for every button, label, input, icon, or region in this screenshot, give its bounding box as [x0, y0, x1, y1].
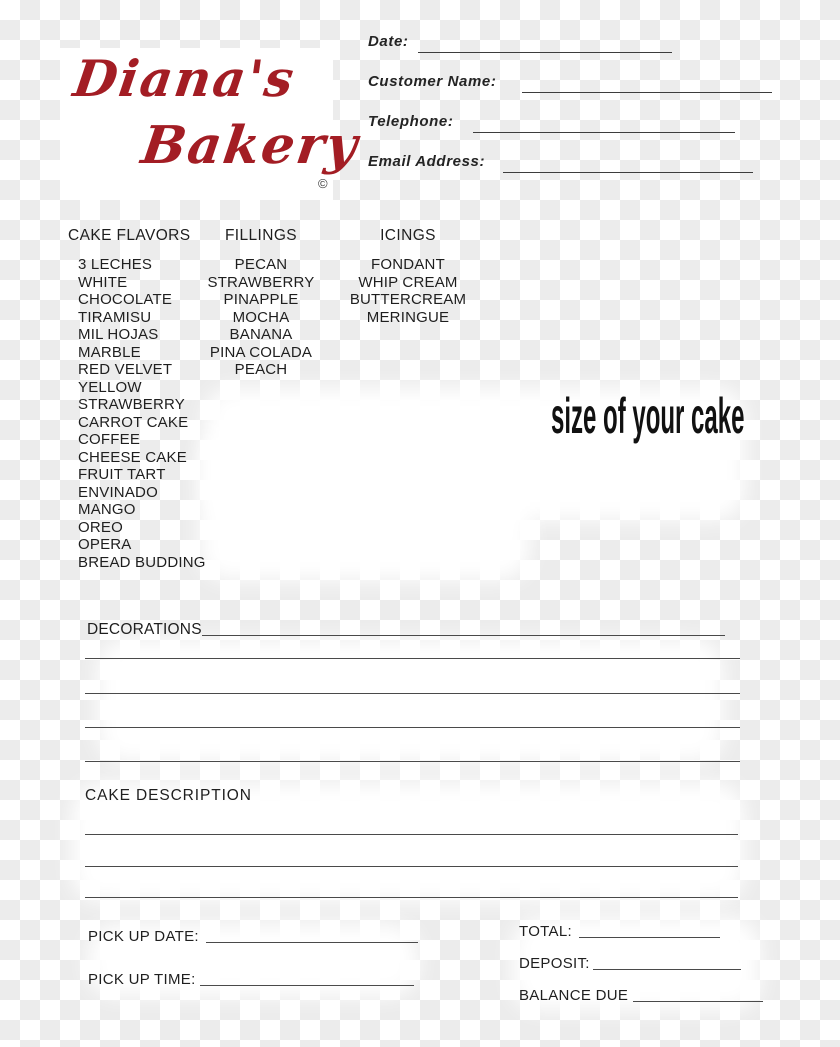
date-field-row [368, 33, 772, 55]
telephone-label: Telephone: [368, 113, 454, 130]
list-item: STRAWBERRY [78, 396, 186, 413]
total-label: TOTAL: [519, 923, 572, 940]
icings-title: ICINGS [380, 227, 436, 244]
list-item: TIRAMISU [78, 308, 152, 326]
total-row [519, 923, 720, 940]
decorations-blank-line [202, 635, 725, 636]
icings-column [333, 227, 483, 326]
cake-flavors-title: CAKE FLAVORS [68, 227, 191, 244]
deposit-blank-line [593, 969, 741, 970]
pickup-date-blank-line [206, 942, 418, 943]
fillings-list [186, 256, 336, 379]
list-item: PECAN [234, 256, 288, 273]
customer-info-section [368, 33, 772, 193]
fillings-title: FILLINGS [224, 227, 298, 244]
telephone-blank-line [473, 132, 735, 133]
balance-due-row [519, 987, 763, 1004]
date-blank-line [418, 52, 672, 53]
date-label: Date: [368, 33, 409, 50]
list-item: RED VELVET [78, 361, 173, 378]
cake-description-label: CAKE DESCRIPTION [85, 787, 252, 804]
decorations-label: DECORATIONS [87, 621, 202, 638]
customer-name-label: Customer Name: [368, 73, 497, 90]
list-item: MIL HOJAS [78, 326, 159, 343]
pickup-time-row [88, 971, 414, 988]
icings-list [333, 256, 483, 326]
total-blank-line [579, 937, 720, 938]
email-field-row [368, 153, 772, 175]
customer-name-field-row [368, 73, 772, 95]
list-item: WHITE [78, 273, 128, 291]
pickup-time-label: PICK UP TIME: [88, 971, 196, 988]
balance-due-blank-line [633, 1001, 763, 1002]
email-label: Email Address: [368, 153, 486, 170]
list-item: YELLOW [78, 378, 142, 396]
list-item: 3 LECHES [78, 256, 153, 273]
list-item: OPERA [78, 536, 132, 553]
pickup-date-label: PICK UP DATE: [88, 928, 199, 945]
list-item: BUTTERCREAM [349, 291, 467, 308]
customer-name-blank-line [522, 92, 772, 93]
list-item: PEACH [234, 361, 288, 378]
logo-name-line1: Diana's [69, 49, 300, 108]
writing-line [85, 866, 738, 867]
copyright-mark: © [318, 176, 328, 191]
writing-line [85, 761, 740, 762]
list-item: BANANA [229, 326, 293, 343]
writing-line [85, 727, 740, 728]
list-item: CHEESE CAKE [78, 448, 187, 466]
list-item: ENVINADO [78, 483, 158, 501]
list-item: STRAWBERRY [207, 273, 315, 291]
list-item: PINAPPLE [223, 291, 299, 308]
list-item: COFFEE [78, 431, 141, 448]
writing-line [85, 658, 740, 659]
bakery-logo [60, 48, 363, 200]
list-item: FRUIT TART [78, 466, 166, 483]
list-item: MARBLE [78, 343, 141, 361]
list-item: MANGO [78, 501, 136, 518]
email-blank-line [503, 172, 753, 173]
telephone-field-row [368, 113, 772, 135]
decorations-field-row [87, 621, 725, 639]
deposit-label: DEPOSIT: [519, 955, 590, 972]
fillings-column [186, 227, 336, 379]
list-item: OREO [78, 518, 123, 536]
logo-name-line2: Bakery [137, 115, 363, 176]
writing-line [85, 897, 738, 898]
list-item: MOCHA [232, 308, 290, 326]
writing-line [85, 693, 740, 694]
list-item: WHIP CREAM [358, 273, 458, 291]
list-item: CARROT CAKE [78, 413, 189, 431]
size-of-cake-note: size of your cake [551, 388, 745, 444]
list-item: CHOCOLATE [78, 291, 173, 308]
list-item: FONDANT [371, 256, 445, 273]
pickup-date-row [88, 928, 418, 945]
balance-due-label: BALANCE DUE [519, 987, 629, 1004]
pickup-time-blank-line [200, 985, 414, 986]
list-item: BREAD BUDDING [78, 553, 206, 571]
list-item: MERINGUE [366, 308, 450, 326]
list-item: PINA COLADA [209, 343, 313, 361]
writing-line [85, 834, 738, 835]
deposit-row [519, 955, 741, 972]
